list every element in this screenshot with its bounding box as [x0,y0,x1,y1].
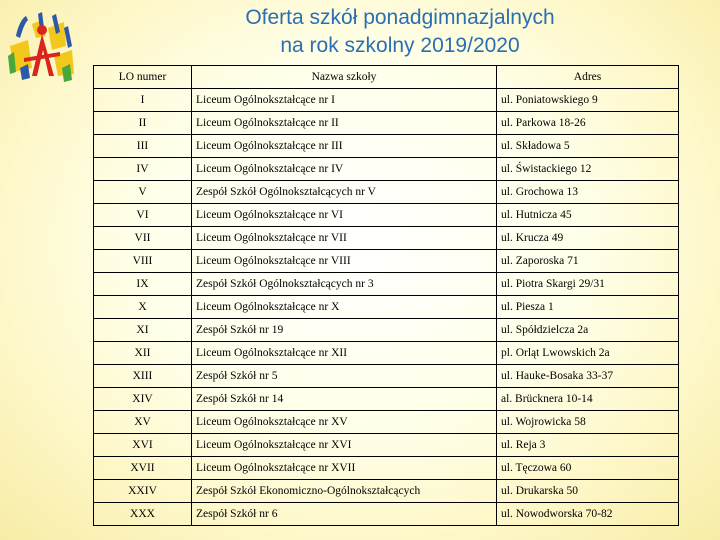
table-row [94,319,679,342]
table-row [94,480,679,503]
address-cell: ul. Poniatowskiego 9 [497,89,679,112]
address-cell: al. Brücknera 10-14 [497,388,679,411]
school-name-cell: Zespół Szkół Ogólnokształcących nr 3 [192,273,497,296]
table-row [94,434,679,457]
table-row [94,204,679,227]
lo-number-cell: XII [94,342,192,365]
address-cell: ul. Nowodworska 70-82 [497,503,679,526]
school-name-cell: Liceum Ogólnokształcące nr VII [192,227,497,250]
lo-number-cell: V [94,181,192,204]
address-cell: ul. Krucza 49 [497,227,679,250]
lo-number-cell: XIV [94,388,192,411]
school-name-cell: Liceum Ogólnokształcące nr XII [192,342,497,365]
lo-number-cell: XXIV [94,480,192,503]
table-header-row [94,66,679,89]
lo-number-cell: VII [94,227,192,250]
table-row [94,181,679,204]
school-name-cell: Zespół Szkół nr 6 [192,503,497,526]
lo-number-cell: XIII [94,365,192,388]
address-cell: ul. Drukarska 50 [497,480,679,503]
lo-number-cell: XXX [94,503,192,526]
page-title [120,4,680,60]
table-row [94,411,679,434]
title-line-1: Oferta szkół ponadgimnazjalnych [245,6,555,29]
school-name-cell: Zespół Szkół Ekonomiczno-Ogólnokształcących [192,480,497,503]
lo-number-cell: XV [94,411,192,434]
school-logo-icon [2,6,80,84]
schools-table [93,65,679,526]
address-cell: ul. Piotra Skargi 29/31 [497,273,679,296]
table-row [94,273,679,296]
table-row [94,250,679,273]
school-name-cell: Zespół Szkół Ogólnokształcących nr V [192,181,497,204]
address-cell: ul. Piesza 1 [497,296,679,319]
table-row [94,158,679,181]
address-cell: ul. Hauke-Bosaka 33-37 [497,365,679,388]
school-name-cell: Liceum Ogólnokształcące nr X [192,296,497,319]
table-row [94,227,679,250]
address-cell: ul. Zaporoska 71 [497,250,679,273]
lo-number-cell: XI [94,319,192,342]
address-cell: ul. Tęczowa 60 [497,457,679,480]
lo-number-cell: IX [94,273,192,296]
school-name-cell: Zespół Szkół nr 14 [192,388,497,411]
school-name-cell: Liceum Ogólnokształcące nr VI [192,204,497,227]
school-name-cell: Zespół Szkół nr 19 [192,319,497,342]
address-cell: ul. Grochowa 13 [497,181,679,204]
address-cell: ul. Reja 3 [497,434,679,457]
table-row [94,112,679,135]
table-row [94,135,679,158]
school-name-cell: Liceum Ogólnokształcące nr I [192,89,497,112]
school-name-cell: Liceum Ogólnokształcące nr IV [192,158,497,181]
lo-number-cell: I [94,89,192,112]
school-name-cell: Liceum Ogólnokształcące nr VIII [192,250,497,273]
school-name-cell: Liceum Ogólnokształcące nr II [192,112,497,135]
table-row [94,457,679,480]
lo-number-cell: X [94,296,192,319]
school-name-cell: Liceum Ogólnokształcące nr III [192,135,497,158]
table-row [94,89,679,112]
table-row [94,365,679,388]
table-row [94,503,679,526]
address-cell: pl. Orląt Lwowskich 2a [497,342,679,365]
table-row [94,296,679,319]
school-name-cell: Liceum Ogólnokształcące nr XVI [192,434,497,457]
school-name-cell: Liceum Ogólnokształcące nr XV [192,411,497,434]
lo-number-cell: XVII [94,457,192,480]
table-row [94,388,679,411]
address-cell: ul. Spółdzielcza 2a [497,319,679,342]
school-name-cell: Liceum Ogólnokształcące nr XVII [192,457,497,480]
table-row [94,342,679,365]
address-cell: ul. Hutnicza 45 [497,204,679,227]
header-address: Adres [497,66,679,89]
address-cell: ul. Wojrowicka 58 [497,411,679,434]
header-lo-number: LO numer [94,66,192,89]
title-line-2: na rok szkolny 2019/2020 [280,34,520,57]
lo-number-cell: II [94,112,192,135]
lo-number-cell: VIII [94,250,192,273]
lo-number-cell: IV [94,158,192,181]
address-cell: ul. Świstackiego 12 [497,158,679,181]
address-cell: ul. Parkowa 18-26 [497,112,679,135]
header-school-name: Nazwa szkoły [192,66,497,89]
lo-number-cell: III [94,135,192,158]
lo-number-cell: VI [94,204,192,227]
lo-number-cell: XVI [94,434,192,457]
address-cell: ul. Składowa 5 [497,135,679,158]
school-name-cell: Zespół Szkół nr 5 [192,365,497,388]
